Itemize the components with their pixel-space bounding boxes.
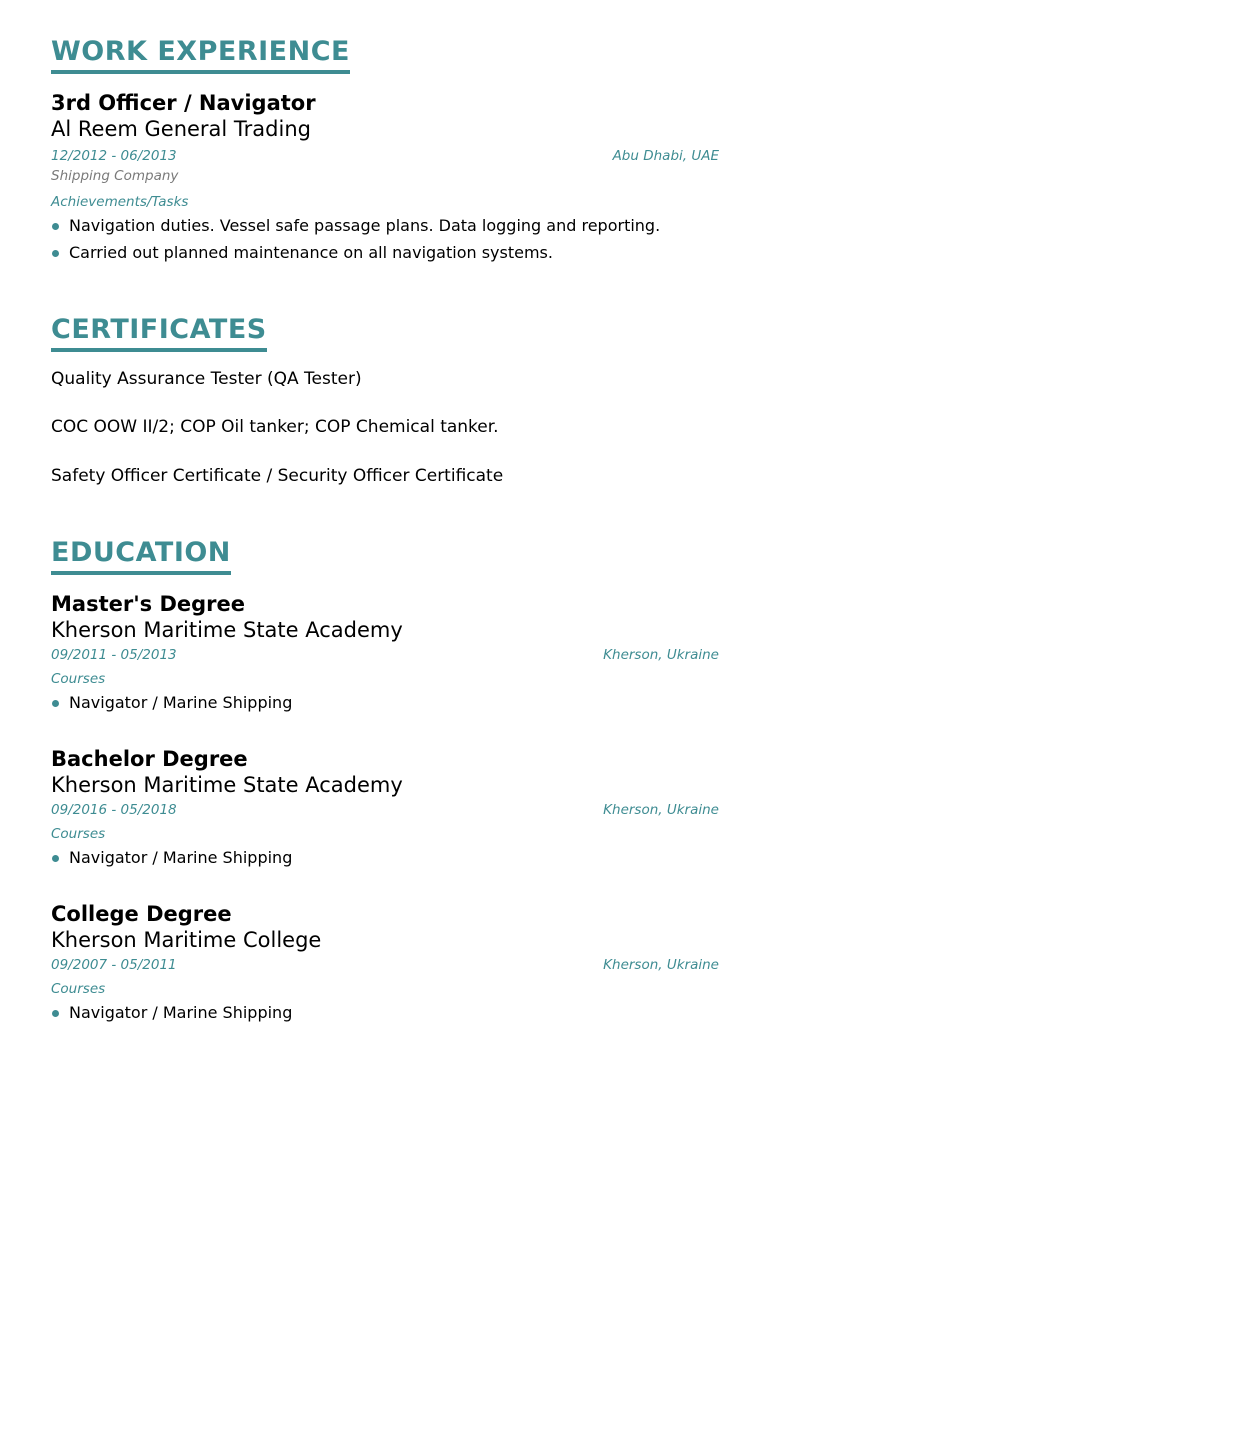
education-meta-row xyxy=(51,955,719,975)
resume-page xyxy=(51,36,719,1026)
certificate-item: COC OOW II/2; COP Oil tanker; COP Chemical tanker. xyxy=(51,417,499,437)
section-title-education: EDUCATION xyxy=(51,537,231,575)
school-name: Kherson Maritime State Academy xyxy=(51,618,403,642)
list-item: Navigator / Marine Shipping xyxy=(51,689,719,716)
education-meta-row xyxy=(51,800,719,820)
degree-title: Master's Degree xyxy=(51,592,245,616)
tasks-label: Achievements/Tasks xyxy=(51,194,189,210)
education-location: Kherson, Ukraine xyxy=(603,802,719,818)
courses-list xyxy=(51,844,719,871)
education-location: Kherson, Ukraine xyxy=(603,957,719,973)
education-dates: 09/2007 - 05/2011 xyxy=(51,957,177,973)
list-item: Carried out planned maintenance on all navigation systems. xyxy=(51,239,719,266)
certificate-item: Safety Officer Certificate / Security Officer Certificate xyxy=(51,466,504,486)
education-entry xyxy=(51,746,719,871)
education-location: Kherson, Ukraine xyxy=(603,647,719,663)
education-dates: 09/2011 - 05/2013 xyxy=(51,647,177,663)
job-meta-row xyxy=(51,146,719,166)
courses-list xyxy=(51,999,719,1026)
list-item: Navigator / Marine Shipping xyxy=(51,999,719,1026)
work-experience-section xyxy=(51,36,719,266)
education-section xyxy=(51,537,719,1026)
education-entry xyxy=(51,591,719,716)
school-name: Kherson Maritime State Academy xyxy=(51,773,403,797)
section-title-work-experience: WORK EXPERIENCE xyxy=(51,36,350,74)
certificate-item: Quality Assurance Tester (QA Tester) xyxy=(51,369,362,389)
job-company: Al Reem General Trading xyxy=(51,117,311,141)
education-entry xyxy=(51,901,719,1026)
courses-label: Courses xyxy=(51,981,106,997)
tasks-list xyxy=(51,212,719,266)
courses-label: Courses xyxy=(51,826,106,842)
job-location: Abu Dhabi, UAE xyxy=(612,148,719,164)
courses-label: Courses xyxy=(51,671,106,687)
certificates-list xyxy=(51,368,719,487)
education-dates: 09/2016 - 05/2018 xyxy=(51,802,177,818)
job-dates: 12/2012 - 06/2013 xyxy=(51,148,177,164)
list-item: Navigation duties. Vessel safe passage plans. Data logging and reporting. xyxy=(51,212,719,239)
certificates-section xyxy=(51,314,719,487)
list-item: Navigator / Marine Shipping xyxy=(51,844,719,871)
degree-title: College Degree xyxy=(51,902,232,926)
job-title: 3rd Officer / Navigator xyxy=(51,91,316,115)
degree-title: Bachelor Degree xyxy=(51,747,248,771)
section-title-certificates: CERTIFICATES xyxy=(51,314,267,352)
courses-list xyxy=(51,689,719,716)
job-entry xyxy=(51,90,719,266)
education-meta-row xyxy=(51,645,719,665)
school-name: Kherson Maritime College xyxy=(51,928,322,952)
company-description: Shipping Company xyxy=(51,168,179,184)
